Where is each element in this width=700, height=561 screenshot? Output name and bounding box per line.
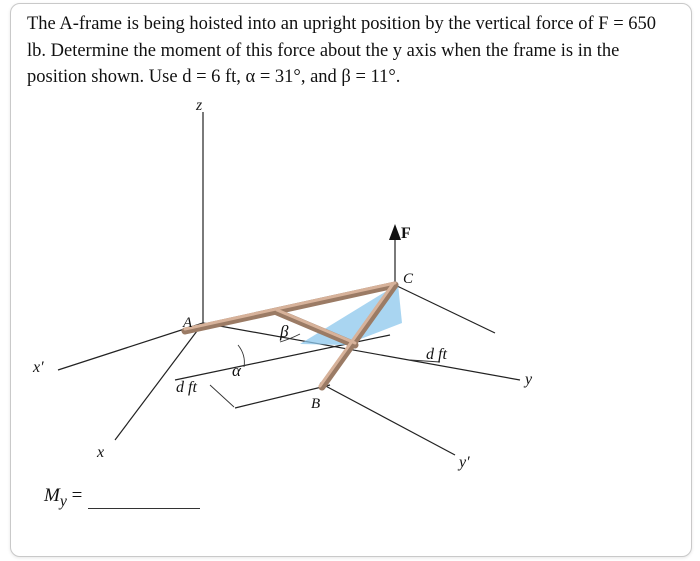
force-arrowhead xyxy=(389,224,401,240)
label-c: C xyxy=(403,271,414,287)
x-prime-axis xyxy=(58,323,203,370)
label-beta: β xyxy=(280,322,289,341)
y-prime-axis xyxy=(320,383,455,455)
problem-text: The A-frame is being hoisted into an upright position by the vertical force of F = 650 lb. Determine the moment of this force about the y axis when the frame is in the position shown. Use d = 6 ft, α = 31°, and β = 11°. xyxy=(27,14,657,87)
answer-blank[interactable] xyxy=(88,508,200,509)
label-y: y xyxy=(525,371,533,388)
label-x-prime: x′ xyxy=(33,359,44,376)
label-f: F xyxy=(401,225,411,242)
answer-equals: = xyxy=(66,485,83,506)
label-x: x xyxy=(97,444,105,461)
answer-symbol: M xyxy=(44,485,60,506)
answer-subscript: y xyxy=(59,492,67,510)
label-z: z xyxy=(196,97,203,114)
label-alpha: α xyxy=(232,361,241,380)
label-a: A xyxy=(183,315,193,331)
label-b: B xyxy=(311,396,321,412)
label-d-right: d ft xyxy=(426,346,447,363)
label-d-left: d ft xyxy=(176,379,197,396)
label-y-prime: y′ xyxy=(459,454,470,471)
frame-c-line xyxy=(395,285,495,333)
answer-label xyxy=(44,485,82,511)
